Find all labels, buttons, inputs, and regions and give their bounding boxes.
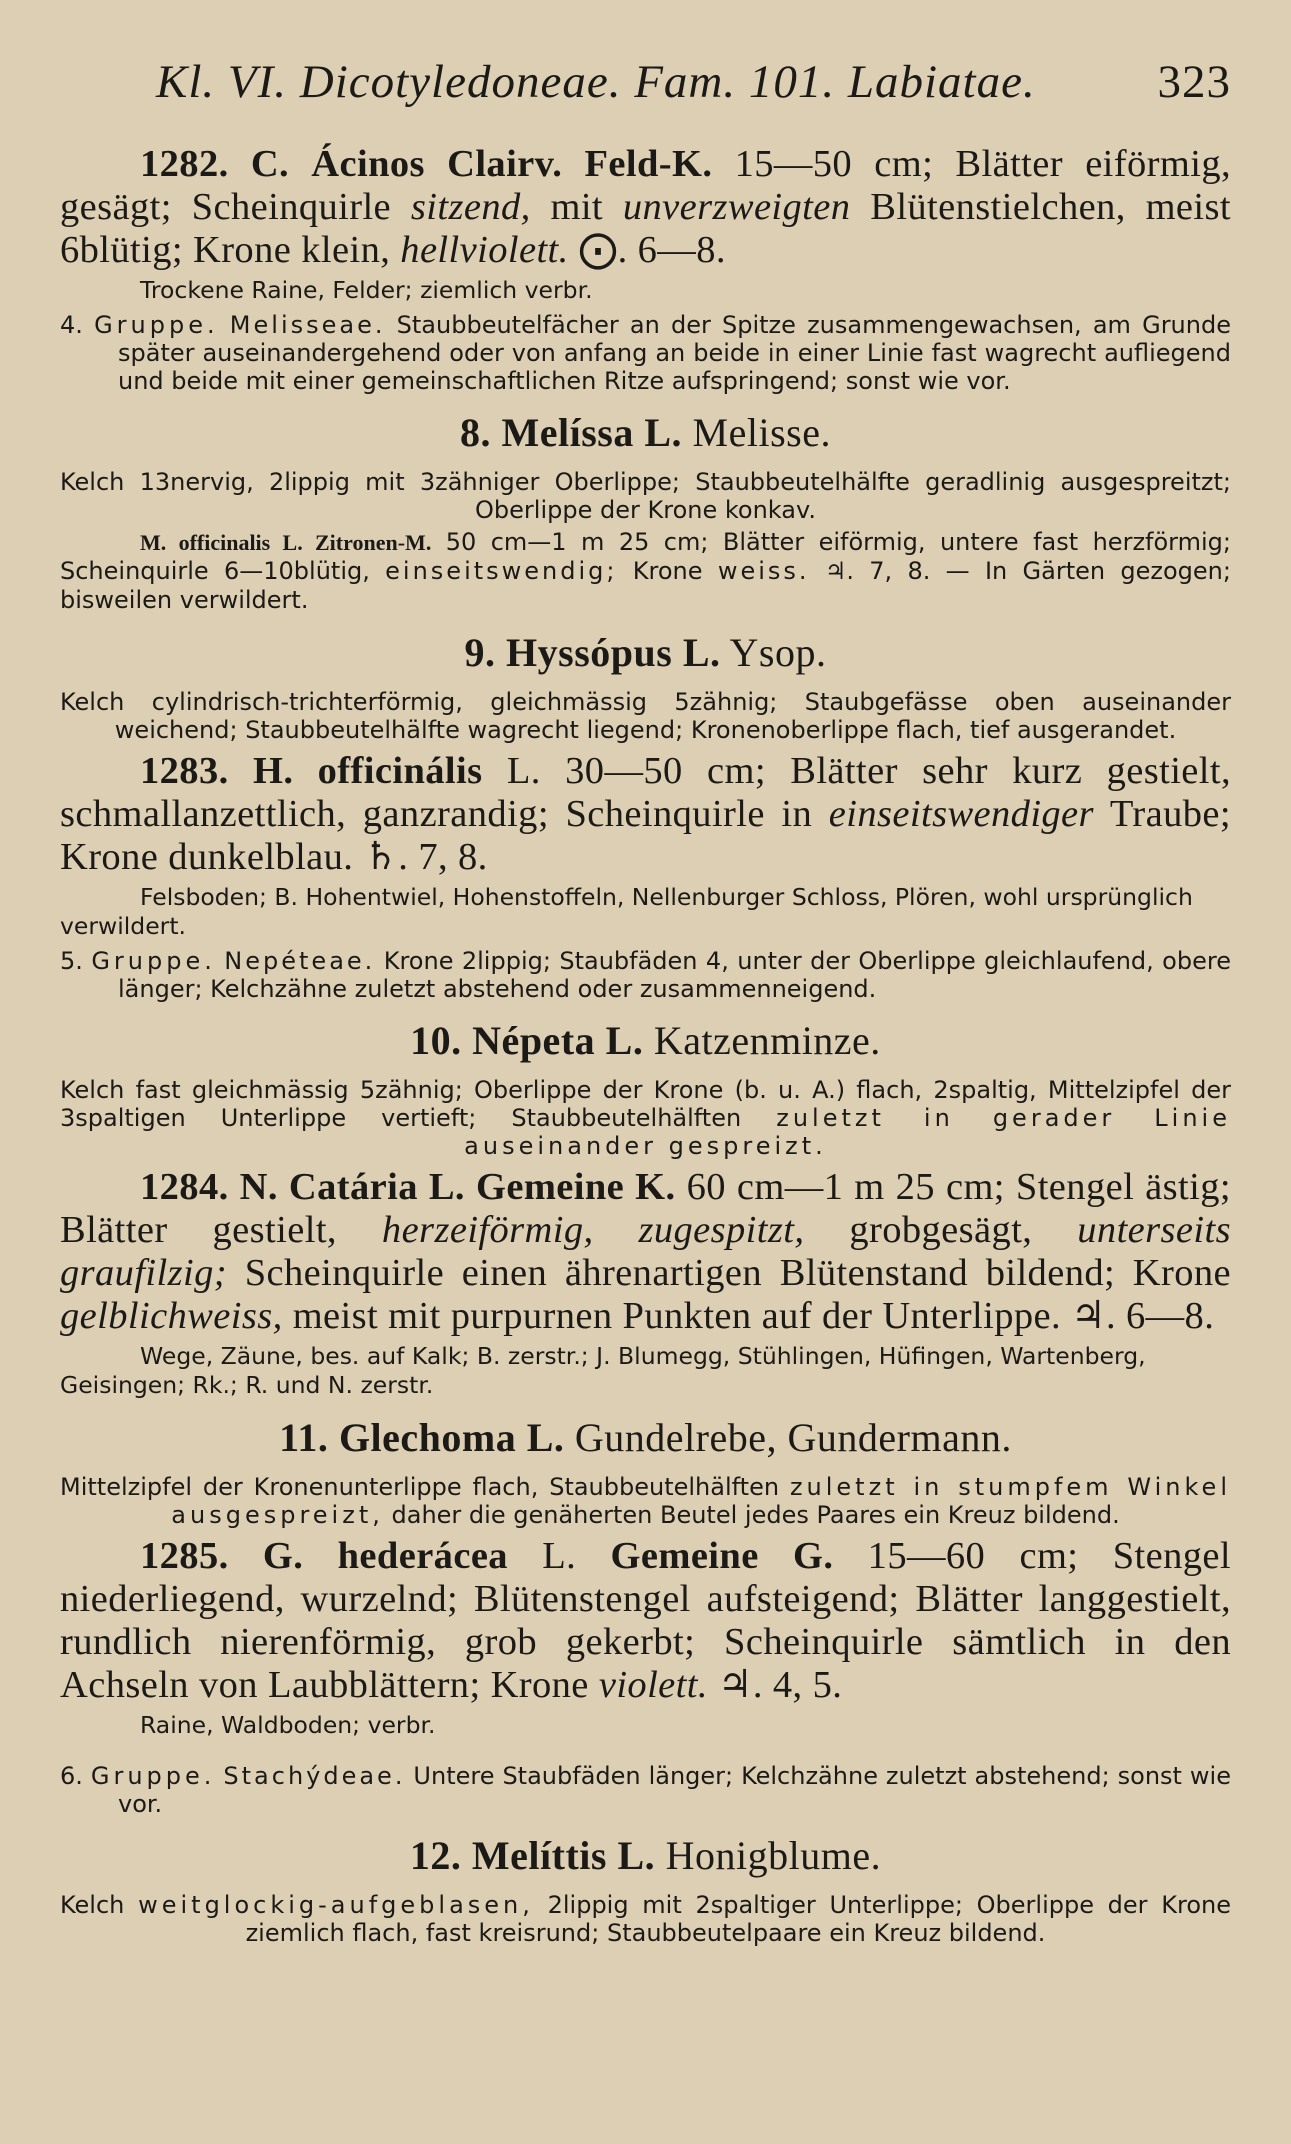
genus-heading-melittis: 12. Melíttis L. Honigblume. [409,1833,882,1878]
genus-heading-hyssopus: 9. Hyssópus L. Ysop. [464,630,827,675]
species-entry-1282: 1282. C. Ácinos Clairv. Feld-K. 15—50 cm; Blätter eiförmig, gesägt; Scheinquirle sitzend, mit unverzweigten Blütenstielchen, meist 6blütig; Krone klein, hellviolett. ⨀. 6—8. [60,143,1231,271]
entry-number: 1282. [140,143,229,185]
genus-heading-melissa: 8. Melíssa L. Melisse. [460,410,831,455]
group-4: 4. Gruppe. Melisseae. Staubbeutelfächer an der Spitze zusammengewachsen, am Grunde später auseinandergehend oder von anfang an beide in einer Linie fast wagrecht aufliegend und beide mit einer gemeinschaftlichen Ritze aufspringend; sonst wie vor. [60,311,1231,395]
genus-description-hyssopus: Kelch cylindrisch-trichterförmig, gleichmässig 5zähnig; Staubgefässe oben auseinander weichend; Staubbeutelhälfte wagrecht liegend; Kronenoberlippe flach, tief ausgerandet. [60,688,1231,744]
genus-description-melissa: Kelch 13nervig, 2lippig mit 3zähniger Oberlippe; Staubbeutelhälfte geradlinig ausgespreitzt; Oberlippe der Krone konkav. [60,468,1231,524]
species-entry-1284: 1284. N. Catária L. Gemeine K. 60 cm—1 m 25 cm; Stengel ästig; Blätter gestielt, herzeiförmig, zugespitzt, grobgesägt, unterseits graufilzig; Scheinquirle einen ährenartigen Blütenstand bildend; Krone gelblichweiss, meist mit purpurnen Punkten auf der Unterlippe. ♃. 6—8. [60,1166,1231,1337]
page-number: 323 [1157,56,1231,108]
running-head [60,55,1231,109]
species-entry-1283: 1283. H. officinális L. 30—50 cm; Blätter sehr kurz gestielt, schmallanzettlich, ganzrandig; Scheinquirle in einseitswendiger Traube; Krone dunkelblau. ♄. 7, 8. [60,750,1231,878]
group-6: 6. Gruppe. Stachýdeae. Untere Staubfäden länger; Kelchzähne zuletzt abstehend; sonst wie vor. [60,1762,1231,1818]
common-name: Feld-K. [584,143,713,185]
species-entry-1285: 1285. G. hederácea L. Gemeine G. 15—60 cm; Stengel niederliegend, wurzelnd; Blütenstengel aufsteigend; Blätter langgestielt, rundlich nierenförmig, grob gekerbt; Scheinquirle sämtlich in den Achseln von Laubblättern; Krone violett. ♃. 4, 5. [60,1535,1231,1706]
species-entry-melissa-officinalis: M. officinalis L. Zitronen-M. 50 cm—1 m 25 cm; Blätter eiförmig, untere fast herzförmig; Scheinquirle 6—10blütig, einseitswendig; Krone weiss. ♃. 7, 8. — In Gärten gezogen; bisweilen verwildert. [60,528,1231,614]
habitat-1283: Felsboden; B. Hohentwiel, Hohenstoffeln, Nellenburger Schloss, Plören, wohl ursprünglich verwildert. [60,883,1193,940]
habitat-1282: Trockene Raine, Felder; ziemlich verbr. [140,276,593,304]
genus-heading-glechoma: 11. Glechoma L. Gundelrebe, Gundermann. [279,1415,1012,1460]
genus-description-nepeta: Kelch fast gleichmässig 5zähnig; Oberlippe der Krone (b. u. A.) flach, 2spaltig, Mittelzipfel der 3spaltigen Unterlippe vertieft; Staubbeutelhälften zuletzt in gerader Linie auseinander gespreizt. [60,1076,1231,1160]
species-name: C. Ácinos Clairv. [250,143,563,185]
group-5: 5. Gruppe. Nepéteae. Krone 2lippig; Staubfäden 4, unter der Oberlippe gleichlaufend, obere länger; Kelchzähne zuletzt abstehend oder zusammenneigend. [60,947,1231,1003]
genus-description-melittis: Kelch weitglockig-aufgeblasen, 2lippig mit 2spaltiger Unterlippe; Oberlippe der Krone ziemlich flach, fast kreisrund; Staubbeutelpaare ein Kreuz bildend. [60,1891,1231,1947]
habitat-1285: Raine, Waldboden; verbr. [140,1711,436,1739]
running-title: Kl. VI. Dicotyledoneae. Fam. 101. Labiatae. [156,56,1036,108]
habitat-1284: Wege, Zäune, bes. auf Kalk; B. zerstr.; J. Blumegg, Stühlingen, Hüfingen, Wartenberg, Geisingen; Rk.; R. und N. zerstr. [60,1342,1146,1399]
genus-description-glechoma: Mittelzipfel der Kronenunterlippe flach, Staubbeutelhälften zuletzt in stumpfem Winkel ausgespreizt, daher die genäherten Beutel jedes Paares ein Kreuz bildend. [60,1473,1231,1529]
genus-heading-nepeta: 10. Népeta L. Katzenminze. [410,1018,881,1063]
